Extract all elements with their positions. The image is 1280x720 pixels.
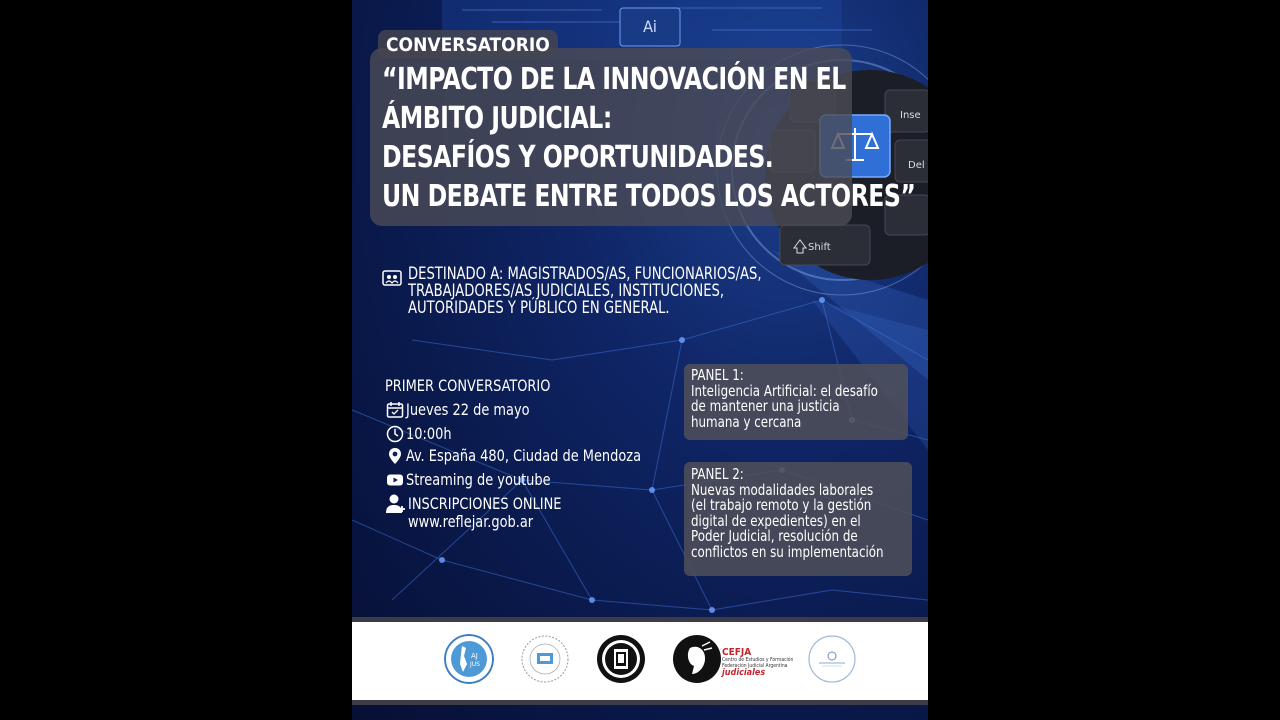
youtube-icon	[386, 471, 404, 489]
key-delete-label: Del	[908, 160, 925, 171]
event-date: Jueves 22 de mayo	[406, 400, 530, 419]
audience-line-3: AUTORIDADES Y PÚBLICO EN GENERAL.	[408, 298, 670, 318]
title-line-1: “IMPACTO DE LA INNOVACIÓN EN EL	[382, 62, 846, 97]
registration-label: INSCRIPCIONES ONLINE	[408, 494, 562, 513]
panel-1-line-3: humana y cercana	[691, 412, 802, 431]
clock-icon	[386, 425, 404, 443]
title-line-4: UN DEBATE ENTRE TODOS LOS ACTORES”	[382, 179, 916, 214]
logo-federacion-judicial	[596, 634, 646, 684]
cefja-name: CEFJA	[722, 647, 752, 658]
logo-instituto-capacitacion	[520, 634, 570, 684]
logo-cefja	[672, 634, 722, 684]
audience-icon	[382, 268, 402, 288]
cefja-subtitle-line-1: Centro de Estudios y Formación	[722, 657, 794, 663]
panel-2-line-4: Poder Judicial, resolución de	[691, 527, 858, 545]
panel-1-line-1: Inteligencia Artificial: el desafío	[691, 381, 878, 400]
event-location: Av. España 480, Ciudad de Mendoza	[406, 446, 642, 465]
audience-line-1: DESTINADO A: MAGISTRADOS/AS, FUNCIONARIOS/AS,	[408, 264, 762, 284]
ai-chip-label: Ai	[643, 17, 657, 36]
calendar-icon	[386, 401, 404, 419]
cefja-tagline: judiciales	[722, 668, 766, 678]
key-insert-label: Inse	[900, 110, 921, 121]
panel-2-line-3: digital de expedientes) en el	[691, 511, 861, 530]
sponsor-footer	[352, 617, 928, 705]
logo-aj-jus	[444, 634, 494, 684]
event-streaming: Streaming de youtube	[406, 470, 551, 489]
svg-text:JUS: JUS	[470, 661, 480, 668]
panel-2-line-2: (el trabajo remoto y la gestión	[691, 496, 872, 514]
panel-1-line-2: de mantener una justicia	[691, 397, 840, 415]
panel-2-title: PANEL 2:	[691, 465, 744, 483]
audience-line-2: TRABAJADORES/AS JUDICIALES, INSTITUCIONES,	[408, 281, 725, 301]
key-shift-label: Shift	[808, 242, 831, 253]
svg-text:AJ: AJ	[471, 652, 478, 660]
panel-2-text	[691, 467, 884, 560]
user-plus-icon	[385, 493, 407, 515]
panel-1-text	[691, 368, 878, 430]
cefja-subtitle-line-2: Federación Judicial Argentina	[722, 663, 788, 669]
panel-1-title: PANEL 1:	[691, 366, 744, 384]
cefja-text	[722, 648, 793, 678]
event-type-tag: CONVERSATORIO	[378, 30, 558, 59]
panel-2-line-1: Nuevas modalidades laborales	[691, 480, 874, 499]
audience-text	[408, 266, 890, 317]
event-time: 10:00h	[406, 424, 452, 443]
title-line-3: DESAFÍOS Y OPORTUNIDADES.	[382, 140, 774, 175]
panel-2-line-5: conflictos en su implementación	[691, 542, 884, 561]
poster	[352, 0, 928, 720]
location-pin-icon	[386, 447, 404, 465]
ai-chip	[624, 12, 676, 42]
event-heading: PRIMER CONVERSATORIO	[385, 376, 551, 395]
registration-website[interactable]: www.reflejar.gob.ar	[408, 512, 534, 531]
title-line-2: ÁMBITO JUDICIAL:	[382, 101, 612, 136]
logo-poder-judicial-mendoza	[807, 634, 857, 684]
